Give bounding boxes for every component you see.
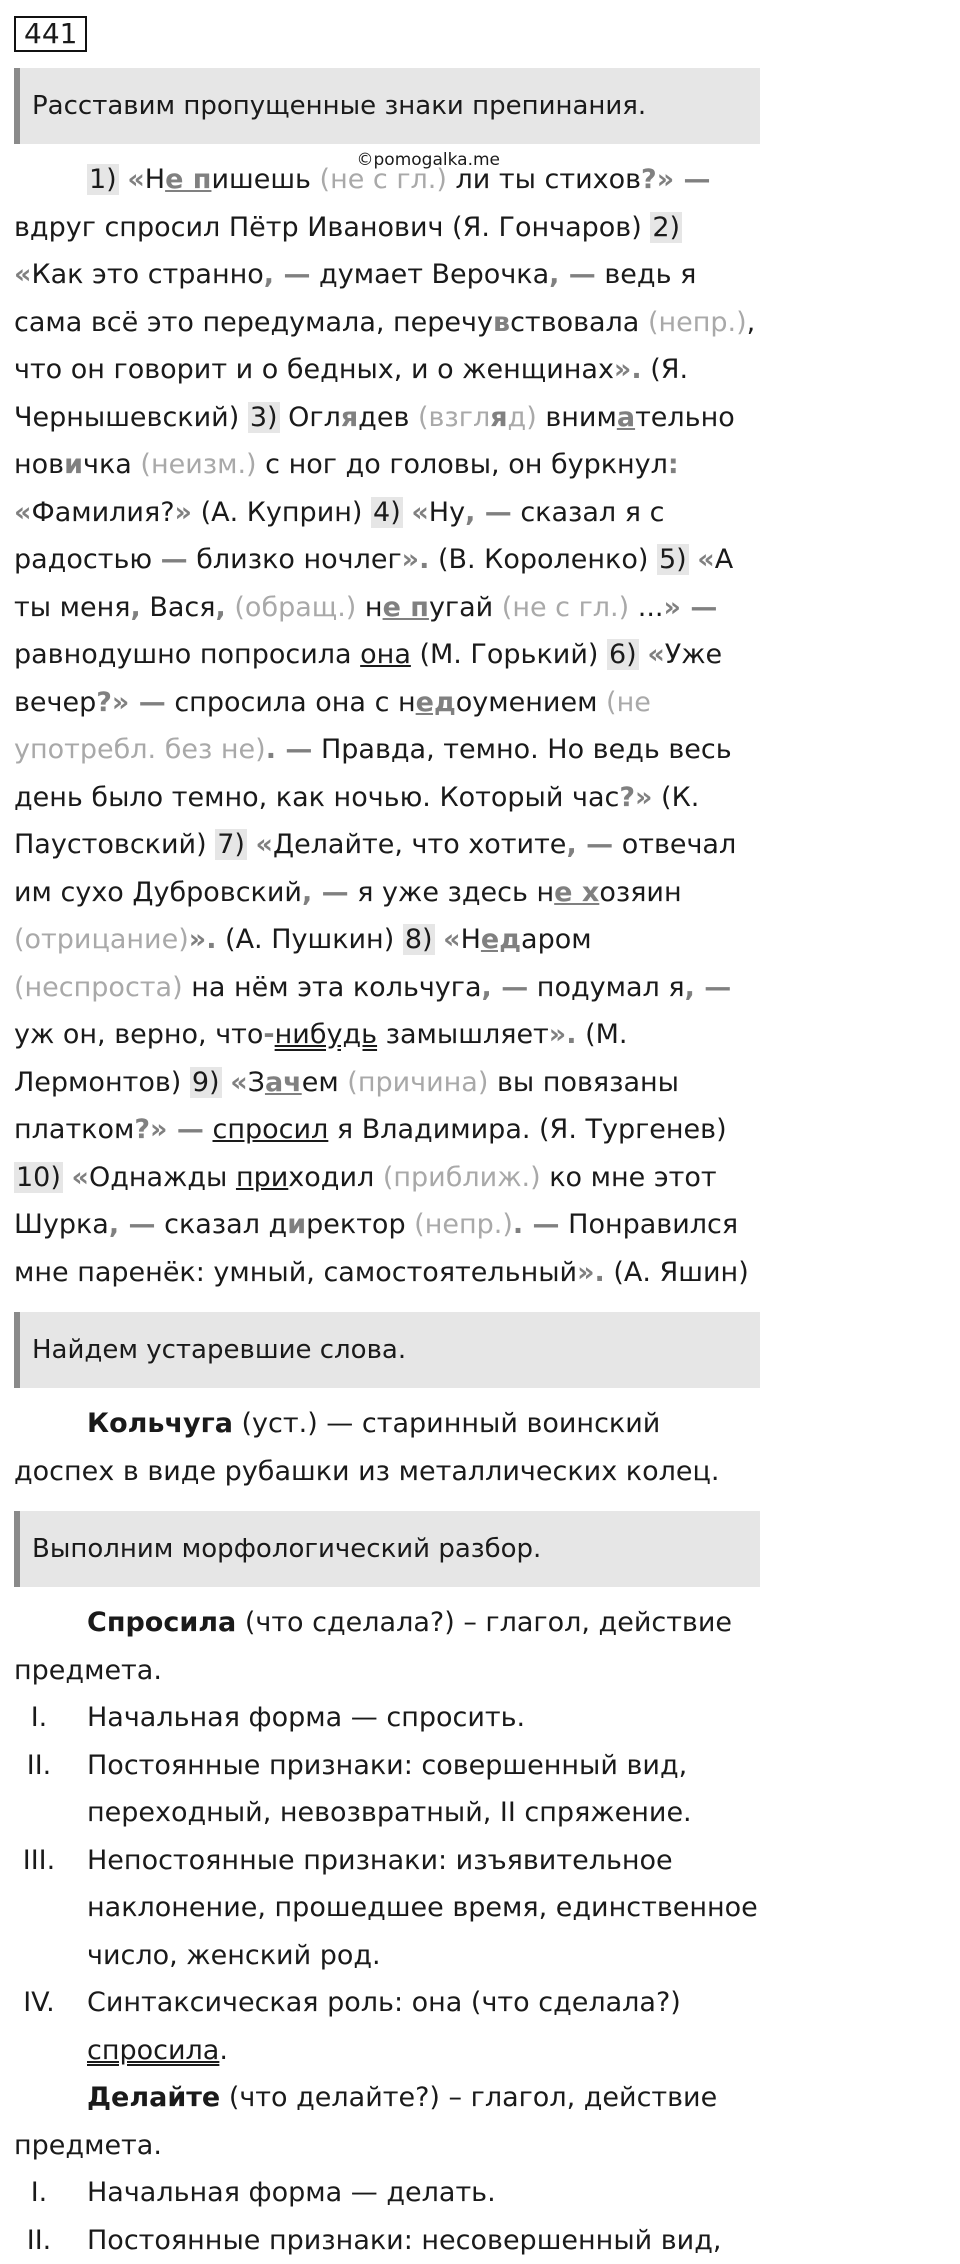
sentence-number: 7): [215, 829, 247, 860]
sentence-number: 10): [14, 1162, 63, 1193]
watermark: ©pomogalka.me: [357, 150, 500, 170]
task-number: 441: [14, 16, 87, 52]
sentence-number: 4): [371, 497, 403, 528]
sentence-number: 8): [403, 924, 435, 955]
morph-word: Делайте: [87, 2082, 220, 2113]
sentence-number: 9): [190, 1067, 222, 1098]
morph-item: I. Начальная форма — спросить.: [14, 1694, 760, 1742]
section-punctuation: Расставим пропущенные знаки препинания.: [14, 68, 760, 144]
dictionary-definition: (уст.) — старинный воинский доспех в виде рубашки из металлических колец.: [14, 1408, 719, 1487]
morph-list: [14, 2169, 760, 2264]
morph-item: I. Начальная форма — делать.: [14, 2169, 760, 2217]
morph-description: (что делайте?) – глагол, действие предмета.: [14, 2082, 717, 2161]
section-obsolete-words: Найдем устаревшие слова.: [14, 1312, 760, 1388]
morph-item: II. Постоянные признаки: несовершенный вид,: [14, 2217, 760, 2264]
dictionary-entry: [14, 1400, 760, 1495]
exercise-text: 1) «Не пишешь (не с гл.) ли ты стихов?» — вдруг спросил Пётр Иванович (Я. Гончаров) 2) «Как это странно, — думает Верочка, — ведь я сама всё это передумала, перечувствовала (непр.), что он говорит и о бедных, и о женщинах». (Я. Чернышевский) 3) Оглядев (взгляд) внимательно новичка (неизм.) с ног до головы, он буркнул: «Фамилия?» (А. Куприн) 4) «Ну, — сказал я с радостью — близко ночлег». (В. Короленко) 5) «А ты меня, Вася, (обращ.) не пугай (не с гл.) ...» — равнодушно попросила она (М. Горький) 6) «Уже вечер?» — спросила она с недоумением (не употребл. без не). — Правда, темно. Но ведь весь день было темно, как ночью. Который час?» (К. Паустовский) 7) «Делайте, что хотите, — отвечал им сухо Дубровский, — я уже здесь не хозяин (отрицание)». (А. Пушкин) 8) «Недаром (неспроста) на нём эта кольчуга, — подумал я, — уж он, верно, что-нибудь замышляет». (М. Лермонтов) 9) «Зачем (причина) вы повязаны платком?» — спросил я Владимира. (Я. Тургенев) 10) «Однажды приходил (приближ.) ко мне этот Шурка, — сказал директор (непр.). — Понравился мне паренёк: умный, самостоятельный». (А. Яшин): [14, 156, 760, 1296]
sentence-number: 5): [657, 544, 689, 575]
dictionary-word: Кольчуга: [87, 1408, 233, 1439]
morph-heading: [14, 2074, 760, 2169]
morph-list: [14, 1694, 760, 2074]
sentence-number: 2): [650, 212, 682, 243]
sentence-number: 3): [248, 402, 280, 433]
morph-heading: [14, 1599, 760, 1694]
sentence-number: 6): [607, 639, 639, 670]
syntax-word: спросила: [87, 2035, 219, 2066]
morph-item: III. Непостоянные признаки: изъявительное наклонение, прошедшее время, единственное число, женский род.: [14, 1837, 760, 1980]
morph-item: II. Постоянные признаки: совершенный вид, переходный, невозвратный, II спряжение.: [14, 1742, 760, 1837]
section-morphology: Выполним морфологический разбор.: [14, 1511, 760, 1587]
morph-word: Спросила: [87, 1607, 236, 1638]
morph-description: (что сделала?) – глагол, действие предмета.: [14, 1607, 732, 1686]
sentence-number: 1): [87, 164, 119, 195]
morph-item: IV. Синтаксическая роль: она (что сделала?) спросила.: [14, 1979, 760, 2074]
